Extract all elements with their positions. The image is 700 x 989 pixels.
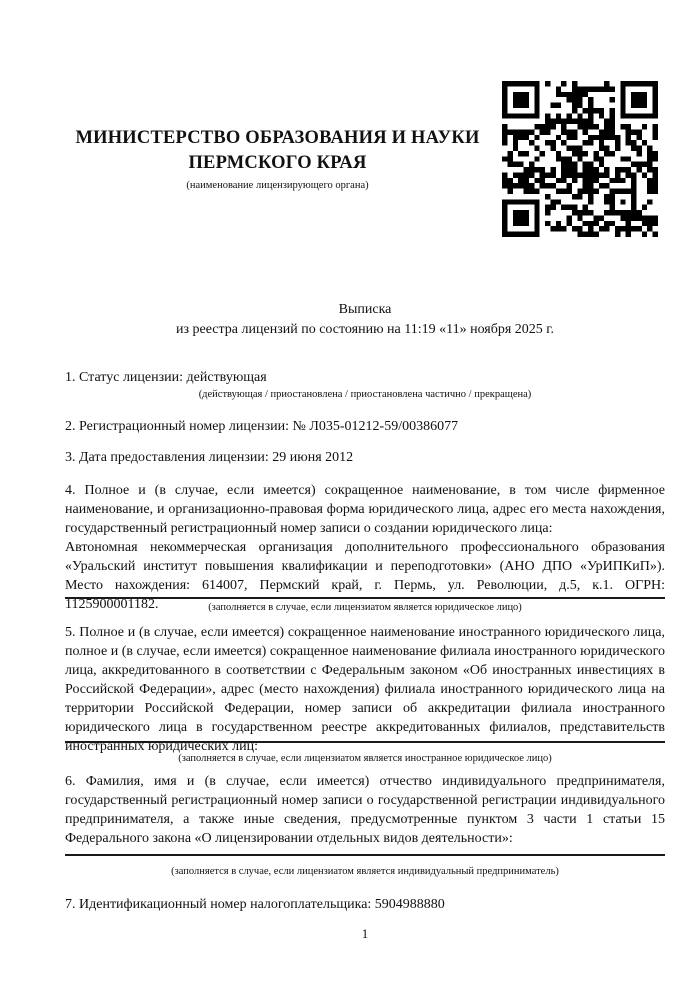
taxpayer-number-line: 7. Идентификационный номер налогоплательщика: 5904988880 xyxy=(65,897,445,912)
title-line1: Выписка xyxy=(338,302,392,317)
license-status-line: 1. Статус лицензии: действующая xyxy=(65,370,267,385)
ministry-name-line2: ПЕРМСКОГО КРАЯ xyxy=(188,153,367,173)
registration-number-line: 2. Регистрационный номер лицензии: № Л035-01212-59/00386077 xyxy=(65,419,459,434)
entrepreneur-fill-line xyxy=(65,854,665,856)
entrepreneur-caption: (заполняется в случае, если лицензиатом является индивидуальный предприниматель) xyxy=(171,866,559,877)
foreign-entity-section xyxy=(65,623,665,756)
foreign-entity-label: 5. Полное и (в случае, если имеется) сокращенное наименование иностранного юридического лица, полное и (в случае, если имеется) сокращенное наименование филиала иностранного юридического лица, аккредитованного в соответствии с Федеральным законом «Об иностранных инвестициях в Российской Федерации», адрес (место нахождения) филиала иностранного юридического лица на территории Российской Федерации, номер записи об аккредитации филиала иностранного юридического лица в государственном реестре аккредитованных филиалов, представительств иностранных юридических лиц: xyxy=(65,625,665,754)
qr-code-image xyxy=(502,81,658,237)
license-date-line: 3. Дата предоставления лицензии: 29 июня 2012 xyxy=(65,450,354,465)
foreign-entity-fill-line xyxy=(65,741,665,743)
license-status-caption: (действующая / приостановлена / приостановлена частично / прекращена) xyxy=(198,389,532,400)
entrepreneur-label: 6. Фамилия, имя и (в случае, если имеется) отчество индивидуального предпринимателя, государственный регистрационный номер записи о государственной регистрации индивидуального предпринимателя, а также иные сведения, предусмотренные пунктом 3 части 1 статьи 15 Федерального закона «О лицензировании отдельных видов деятельности»: xyxy=(65,774,665,846)
page-number: 1 xyxy=(361,926,369,941)
legal-entity-label: 4. Полное и (в случае, если имеется) сокращенное наименование, в том числе фирменное наименование, и организационно-правовая форма юридического лица, адрес его места нахождения, государственный регистрационный номер записи о создании юридического лица: xyxy=(65,483,665,536)
legal-entity-value: Автономная некоммерческая организация дополнительного профессионального образования «Уральский институт повышения квалификации и переподготовки» (АНО ДПО «УрИПКиП»). Место нахождения: 614007, Пермский край, г. Пермь, ул. Революции, д.5, к.1. ОГРН: 1125900001182. xyxy=(65,540,665,612)
foreign-entity-caption: (заполняется в случае, если лицензиатом является иностранное юридическое лицо) xyxy=(178,753,552,764)
document-title xyxy=(65,300,665,340)
document-header xyxy=(65,126,490,193)
qr-code-icon xyxy=(502,81,658,237)
legal-entity-caption: (заполняется в случае, если лицензиатом является юридическое лицо) xyxy=(208,602,522,613)
licensing-authority-caption: (наименование лицензирующего органа) xyxy=(186,180,369,191)
legal-entity-section xyxy=(65,481,665,614)
legal-entity-fill-line xyxy=(65,597,665,599)
ministry-name-line1: МИНИСТЕРСТВО ОБРАЗОВАНИЯ И НАУКИ xyxy=(75,128,480,148)
entrepreneur-section xyxy=(65,772,665,848)
title-line2: из реестра лицензий по состоянию на 11:19 «11» ноября 2025 г. xyxy=(176,322,554,337)
